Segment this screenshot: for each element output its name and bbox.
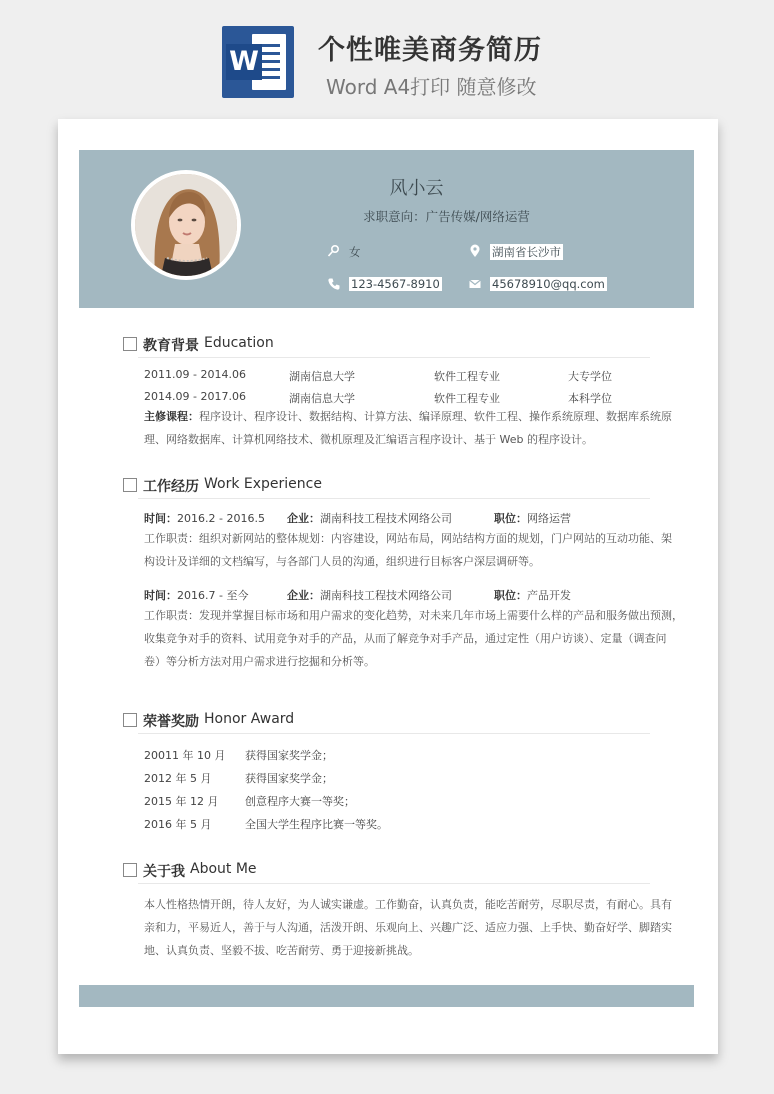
footer-bar xyxy=(79,985,694,1007)
checkbox-icon xyxy=(123,337,137,351)
location-value: 湖南省长沙市 xyxy=(492,245,561,259)
gender-value: 女 xyxy=(349,245,361,259)
banner-title: 个性唯美商务简历 xyxy=(318,35,542,66)
divider xyxy=(138,733,650,734)
phone-icon xyxy=(327,277,341,291)
banner-subtitle: Word A4打印 随意修改 xyxy=(326,75,537,99)
honor-title-en: Honor Award xyxy=(204,711,295,727)
work-title-zh: 工作经历 xyxy=(143,479,199,495)
honor-date: 2012 年 5 月 xyxy=(144,772,212,785)
edu-school: 湖南信息大学 xyxy=(289,392,355,405)
about-title-zh: 关于我 xyxy=(143,864,185,880)
edu-period: 2014.09 - 2017.06 xyxy=(144,390,246,403)
courses-label: 主修课程： xyxy=(144,410,199,423)
edu-major: 软件工程专业 xyxy=(434,370,500,383)
honor-award: 全国大学生程序比赛一等奖。 xyxy=(245,818,388,831)
phone-value[interactable]: 123-4567-8910 xyxy=(351,277,440,291)
checkbox-icon xyxy=(123,713,137,727)
divider xyxy=(138,883,650,884)
divider xyxy=(138,498,650,499)
courses-line: 理、网络数据库、计算机网络技术、微机原理及汇编语言程序设计、基于 Web 的程序设计。 xyxy=(144,433,593,446)
email-icon xyxy=(468,277,482,291)
work-title-en: Work Experience xyxy=(204,476,322,492)
courses-paragraph xyxy=(144,405,672,451)
honor-award: 创意程序大赛一等奖； xyxy=(245,795,355,808)
location-pin-icon xyxy=(468,244,482,258)
job-time: 时间：2016.2 - 2016.5 xyxy=(144,512,265,525)
courses-line: 程序设计、程序设计、数据结构、计算方法、编译原理、软件工程、操作系统原理、数据库系统原 xyxy=(199,410,672,423)
honor-date: 2016 年 5 月 xyxy=(144,818,212,831)
job-intent: 求职意向：广告传媒/网络运营 xyxy=(363,209,530,224)
applicant-name: 风小云 xyxy=(389,178,444,199)
education-title-en: Education xyxy=(204,335,274,351)
word-logo-icon xyxy=(222,26,294,98)
edu-major: 软件工程专业 xyxy=(434,392,500,405)
honor-title-zh: 荣誉奖励 xyxy=(143,714,199,730)
edu-degree: 本科学位 xyxy=(568,392,612,405)
about-paragraph: 本人性格热情开朗，待人友好，为人诚实谦虚。工作勤奋，认真负责，能吃苦耐劳，尽职尽责，有耐心。具有 亲和力，平易近人，善于与人沟通，活泼开朗、乐观向上、兴趣广泛、适应力强、上手快、勤奋好学、脚踏实 地、认真负责、坚毅不拔、吃苦耐劳、勇于迎接新挑战。 xyxy=(144,898,672,957)
about-title-en: About Me xyxy=(190,861,257,877)
honor-award: 获得国家奖学金； xyxy=(245,772,333,785)
job-position: 职位：产品开发 xyxy=(494,589,571,602)
checkbox-icon xyxy=(123,863,137,877)
checkbox-icon xyxy=(123,478,137,492)
resume-page xyxy=(58,119,718,1054)
word-logo-letter: W xyxy=(226,44,262,80)
divider xyxy=(138,357,650,358)
job-company: 企业：湖南科技工程技术网络公司 xyxy=(287,512,452,525)
edu-school: 湖南信息大学 xyxy=(289,370,355,383)
edu-degree: 大专学位 xyxy=(568,370,612,383)
honor-date: 20011 年 10 月 xyxy=(144,749,226,762)
job-position: 职位：网络运营 xyxy=(494,512,571,525)
gender-icon xyxy=(327,244,341,258)
banner xyxy=(0,0,774,115)
honor-award: 获得国家奖学金； xyxy=(245,749,333,762)
job-duty: 工作职责：组织对新网站的整体规划：内容建设，网站布局，网站结构方面的规划，门户网站的互动功能、架 构设计及详细的文档编写，与各部门人员的沟通，组织进行目标客户深层调研等。 xyxy=(144,532,672,568)
email-value[interactable]: 45678910@qq.com xyxy=(492,277,605,291)
job-company: 企业：湖南科技工程技术网络公司 xyxy=(287,589,452,602)
job-duty: 工作职责：发现并掌握目标市场和用户需求的变化趋势，对未来几年市场上需要什么样的产品和服务做出预测， 收集竞争对手的资料、试用竞争对手的产品，从而了解竞争对手产品，通过定性（用户访谈）、定量（调查问 卷）等分析方法对用户需求进行挖掘和分析等。 xyxy=(144,609,683,668)
job-time: 时间：2016.7 - 至今 xyxy=(144,589,249,602)
edu-period: 2011.09 - 2014.06 xyxy=(144,368,246,381)
education-title-zh: 教育背景 xyxy=(143,338,199,354)
resume-header xyxy=(79,150,694,308)
honor-date: 2015 年 12 月 xyxy=(144,795,219,808)
